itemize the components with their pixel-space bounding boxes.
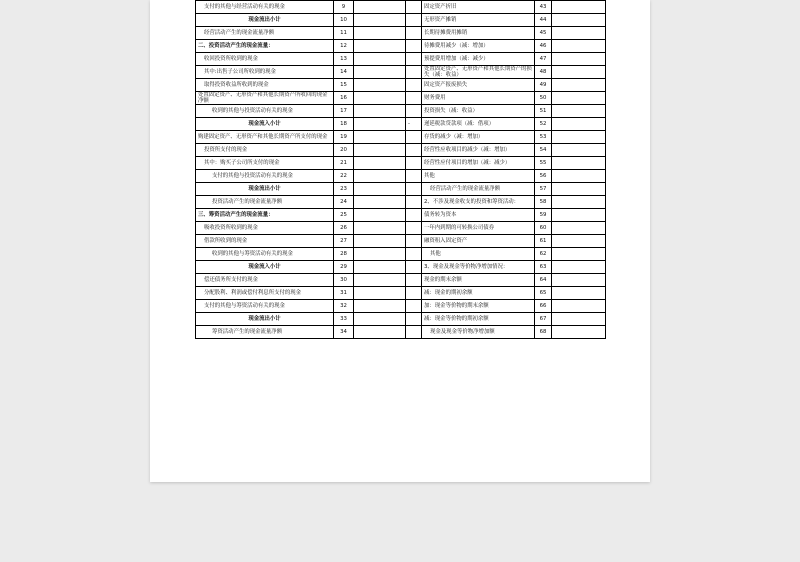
right-amount-cell [552, 53, 606, 66]
left-amount-cell [354, 40, 406, 53]
right-line-number: 49 [535, 79, 552, 92]
right-amount-cell [552, 131, 606, 144]
right-line-number: 44 [535, 14, 552, 27]
right-line-number: 68 [535, 326, 552, 339]
left-amount-cell [354, 14, 406, 27]
left-item-label: 收到的其他与筹资活动有关的现金 [196, 248, 334, 261]
left-amount-cell [354, 326, 406, 339]
spacer-cell [406, 131, 422, 144]
right-item-label: 债务转为资本 [422, 209, 535, 222]
right-line-number: 54 [535, 144, 552, 157]
left-amount-cell [354, 261, 406, 274]
table-row [196, 79, 606, 92]
table-row [196, 144, 606, 157]
table-row [196, 235, 606, 248]
spacer-cell [406, 53, 422, 66]
left-line-number: 30 [334, 274, 354, 287]
table-row [196, 105, 606, 118]
right-item-label: 经营性应付项目的增加（减：减少） [422, 157, 535, 170]
cash-flow-table [195, 0, 606, 339]
right-line-number: 46 [535, 40, 552, 53]
right-item-label: 固定资产报废损失 [422, 79, 535, 92]
right-amount-cell [552, 209, 606, 222]
spacer-cell [406, 222, 422, 235]
table-row [196, 157, 606, 170]
table-row [196, 274, 606, 287]
right-item-label: 3、现金及现金等价物净增加情况： [422, 261, 535, 274]
left-item-label: 现金流出小计 [196, 183, 334, 196]
right-line-number: 65 [535, 287, 552, 300]
spacer-cell [406, 287, 422, 300]
left-amount-cell [354, 222, 406, 235]
left-amount-cell [354, 170, 406, 183]
left-amount-cell [354, 209, 406, 222]
left-item-label: 经营活动产生的现金流量净额 [196, 27, 334, 40]
left-line-number: 13 [334, 53, 354, 66]
right-line-number: 56 [535, 170, 552, 183]
left-line-number: 12 [334, 40, 354, 53]
left-line-number: 9 [334, 1, 354, 14]
table-row [196, 40, 606, 53]
left-line-number: 31 [334, 287, 354, 300]
right-line-number: 53 [535, 131, 552, 144]
right-item-label: 其他 [422, 248, 535, 261]
right-amount-cell [552, 287, 606, 300]
right-line-number: 60 [535, 222, 552, 235]
right-amount-cell [552, 14, 606, 27]
left-item-label: 现金流入小计 [196, 261, 334, 274]
spacer-cell [406, 274, 422, 287]
right-amount-cell [552, 92, 606, 105]
spacer-cell [406, 261, 422, 274]
spacer-cell [406, 300, 422, 313]
right-item-label: 减：现金等价物的期初余额 [422, 313, 535, 326]
left-amount-cell [354, 287, 406, 300]
right-item-label: 递延税款贷款项（减：借项） [422, 118, 535, 131]
right-item-label: 待摊费用减少（减：增加） [422, 40, 535, 53]
right-amount-cell [552, 248, 606, 261]
left-line-number: 19 [334, 131, 354, 144]
right-amount-cell [552, 183, 606, 196]
left-line-number: 27 [334, 235, 354, 248]
spacer-cell: - [406, 118, 422, 131]
left-item-label: 投资活动产生的现金流量净额 [196, 196, 334, 209]
left-item-label: 二、投资活动产生的现金流量： [196, 40, 334, 53]
right-line-number: 50 [535, 92, 552, 105]
left-item-label: 筹资活动产生的现金流量净额 [196, 326, 334, 339]
left-amount-cell [354, 131, 406, 144]
table-row [196, 118, 606, 131]
left-amount-cell [354, 144, 406, 157]
left-amount-cell [354, 235, 406, 248]
document-page [150, 0, 650, 482]
right-item-label: 预提费用增加（减：减少） [422, 53, 535, 66]
right-line-number: 51 [535, 105, 552, 118]
left-line-number: 22 [334, 170, 354, 183]
right-line-number: 48 [535, 66, 552, 79]
right-line-number: 58 [535, 196, 552, 209]
left-line-number: 10 [334, 14, 354, 27]
table-row [196, 300, 606, 313]
right-amount-cell [552, 144, 606, 157]
right-line-number: 47 [535, 53, 552, 66]
left-amount-cell [354, 196, 406, 209]
right-line-number: 55 [535, 157, 552, 170]
right-line-number: 52 [535, 118, 552, 131]
left-item-label: 支付的其他与经营活动有关的现金 [196, 1, 334, 14]
table-body [196, 1, 606, 339]
right-item-label: 现金的期末余额 [422, 274, 535, 287]
left-amount-cell [354, 274, 406, 287]
spacer-cell [406, 1, 422, 14]
right-item-label: 融资租入固定资产 [422, 235, 535, 248]
right-amount-cell [552, 40, 606, 53]
table-row [196, 222, 606, 235]
right-amount-cell [552, 66, 606, 79]
table-row [196, 326, 606, 339]
right-line-number: 43 [535, 1, 552, 14]
left-line-number: 20 [334, 144, 354, 157]
left-amount-cell [354, 157, 406, 170]
right-amount-cell [552, 118, 606, 131]
left-amount-cell [354, 27, 406, 40]
right-item-label: 财务费用 [422, 92, 535, 105]
spacer-cell [406, 209, 422, 222]
left-line-number: 34 [334, 326, 354, 339]
right-amount-cell [552, 157, 606, 170]
right-line-number: 57 [535, 183, 552, 196]
right-amount-cell [552, 313, 606, 326]
table-row [196, 248, 606, 261]
spacer-cell [406, 14, 422, 27]
left-item-label: 其中：购买子公司所支付的现金 [196, 157, 334, 170]
spacer-cell [406, 40, 422, 53]
table-row [196, 92, 606, 105]
left-line-number: 24 [334, 196, 354, 209]
left-line-number: 18 [334, 118, 354, 131]
table-row [196, 183, 606, 196]
left-item-label: 其中:出售子公司所收到的现金 [196, 66, 334, 79]
right-amount-cell [552, 79, 606, 92]
right-line-number: 64 [535, 274, 552, 287]
left-item-label: 现金流出小计 [196, 14, 334, 27]
right-item-label: 经营性应收项目的减少（减：增加） [422, 144, 535, 157]
table-row [196, 170, 606, 183]
right-item-label: 固定资产折旧 [422, 1, 535, 14]
left-line-number: 16 [334, 92, 354, 105]
spacer-cell [406, 144, 422, 157]
spacer-cell [406, 157, 422, 170]
right-amount-cell [552, 300, 606, 313]
right-amount-cell [552, 274, 606, 287]
right-amount-cell [552, 170, 606, 183]
spacer-cell [406, 196, 422, 209]
left-item-label: 现金流出小计 [196, 313, 334, 326]
right-amount-cell [552, 196, 606, 209]
left-item-label: 吸收投资所收到的现金 [196, 222, 334, 235]
left-amount-cell [354, 183, 406, 196]
left-item-label: 处置固定资产、无形资产和其他长期资产所收回的现金净额 [196, 92, 334, 105]
left-line-number: 23 [334, 183, 354, 196]
right-item-label: 长期待摊费用摊销 [422, 27, 535, 40]
left-line-number: 21 [334, 157, 354, 170]
right-amount-cell [552, 261, 606, 274]
left-amount-cell [354, 79, 406, 92]
spacer-cell [406, 170, 422, 183]
table-row [196, 1, 606, 14]
left-line-number: 25 [334, 209, 354, 222]
spacer-cell [406, 313, 422, 326]
spacer-cell [406, 326, 422, 339]
left-item-label: 购建固定资产、无形资产和其他长期资产所支付的现金 [196, 131, 334, 144]
left-item-label: 收回投资所收到的现金 [196, 53, 334, 66]
left-line-number: 15 [334, 79, 354, 92]
left-amount-cell [354, 105, 406, 118]
spacer-cell [406, 66, 422, 79]
right-amount-cell [552, 222, 606, 235]
spacer-cell [406, 248, 422, 261]
left-line-number: 28 [334, 248, 354, 261]
right-item-label: 一年内到期的可转换公司债券 [422, 222, 535, 235]
table-row [196, 209, 606, 222]
left-line-number: 26 [334, 222, 354, 235]
left-line-number: 32 [334, 300, 354, 313]
right-amount-cell [552, 326, 606, 339]
right-line-number: 59 [535, 209, 552, 222]
left-amount-cell [354, 66, 406, 79]
right-line-number: 45 [535, 27, 552, 40]
left-item-label: 现金流入小计 [196, 118, 334, 131]
right-item-label: 加：现金等价物的期末余额 [422, 300, 535, 313]
right-item-label: 处置固定资产、无形资产和其他长期资产的损失（减：收益） [422, 66, 535, 79]
left-line-number: 29 [334, 261, 354, 274]
left-line-number: 14 [334, 66, 354, 79]
left-line-number: 11 [334, 27, 354, 40]
spacer-cell [406, 105, 422, 118]
right-item-label: 减：现金的期初余额 [422, 287, 535, 300]
table-row [196, 287, 606, 300]
right-line-number: 66 [535, 300, 552, 313]
left-item-label: 借款所收到的现金 [196, 235, 334, 248]
right-line-number: 62 [535, 248, 552, 261]
left-line-number: 17 [334, 105, 354, 118]
right-amount-cell [552, 235, 606, 248]
table-row [196, 313, 606, 326]
right-line-number: 63 [535, 261, 552, 274]
spacer-cell [406, 92, 422, 105]
spacer-cell [406, 79, 422, 92]
table-row [196, 131, 606, 144]
right-item-label: 其他 [422, 170, 535, 183]
right-item-label: 无形资产摊销 [422, 14, 535, 27]
left-amount-cell [354, 53, 406, 66]
left-item-label: 偿还债务所支付的现金 [196, 274, 334, 287]
left-item-label: 取得投资收益所收到的现金 [196, 79, 334, 92]
left-amount-cell [354, 118, 406, 131]
left-item-label: 支付的其他与投资活动有关的现金 [196, 170, 334, 183]
spacer-cell [406, 235, 422, 248]
left-item-label: 分配股利、利润或偿付利息所支付的现金 [196, 287, 334, 300]
right-item-label: 投资损失（减：收益） [422, 105, 535, 118]
right-amount-cell [552, 27, 606, 40]
left-item-label: 三、筹资活动产生的现金流量： [196, 209, 334, 222]
left-line-number: 33 [334, 313, 354, 326]
left-amount-cell [354, 300, 406, 313]
right-line-number: 67 [535, 313, 552, 326]
left-amount-cell [354, 248, 406, 261]
right-line-number: 61 [535, 235, 552, 248]
right-item-label: 现金及现金等价物净增加额 [422, 326, 535, 339]
right-item-label: 2、不涉及现金收支的投资和筹资活动： [422, 196, 535, 209]
table-row [196, 53, 606, 66]
right-item-label: 经营活动产生的现金流量净额 [422, 183, 535, 196]
table-row [196, 196, 606, 209]
right-amount-cell [552, 105, 606, 118]
left-item-label: 收到的其他与投资活动有关的现金 [196, 105, 334, 118]
left-item-label: 支付的其他与筹资活动有关的现金 [196, 300, 334, 313]
table-row [196, 66, 606, 79]
left-amount-cell [354, 92, 406, 105]
right-item-label: 存货的减少（减：增加） [422, 131, 535, 144]
spacer-cell [406, 183, 422, 196]
table-row [196, 14, 606, 27]
spacer-cell [406, 27, 422, 40]
table-row [196, 261, 606, 274]
left-amount-cell [354, 313, 406, 326]
right-amount-cell [552, 1, 606, 14]
table-row [196, 27, 606, 40]
left-item-label: 投资所支付的现金 [196, 144, 334, 157]
left-amount-cell [354, 1, 406, 14]
